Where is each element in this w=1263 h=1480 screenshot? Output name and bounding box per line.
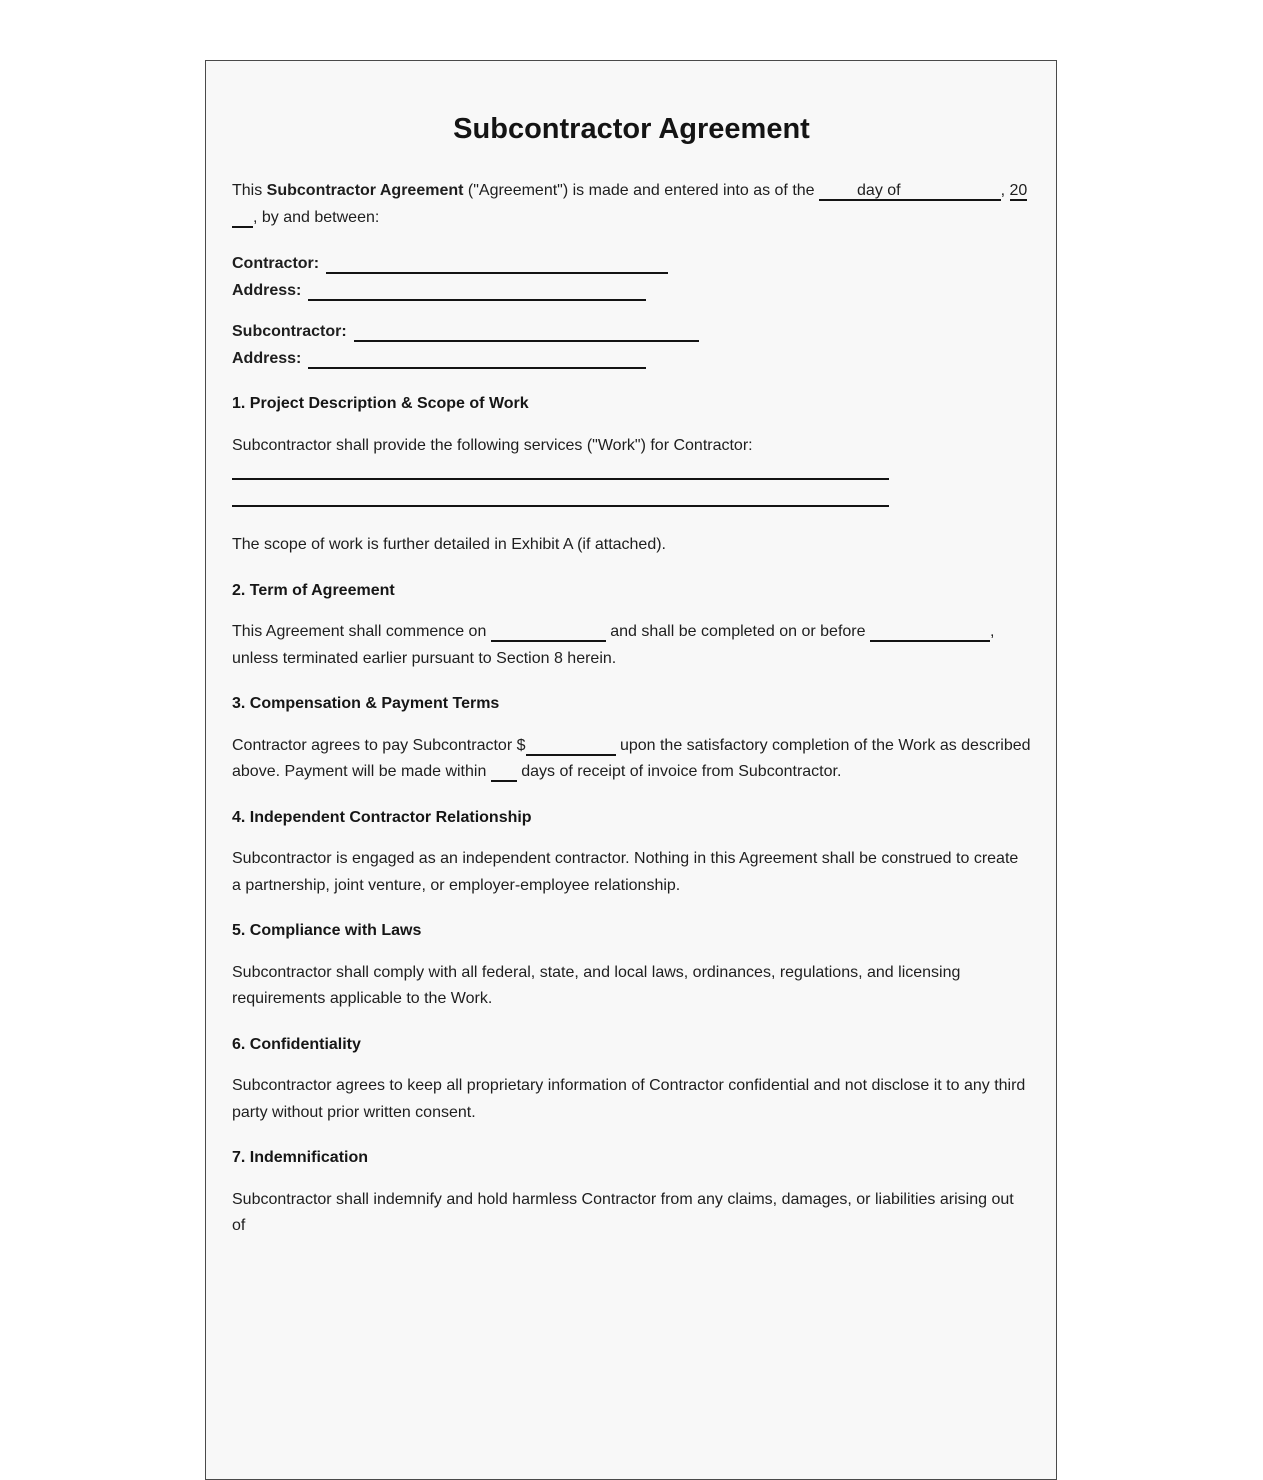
intro-text-4: , by and between: — [253, 208, 380, 226]
section-7-paragraph: Subcontractor shall indemnify and hold harmless Contractor from any claims, damages, or liabilities arising out of — [232, 1190, 1014, 1234]
section-7-heading: 7. Indemnification — [232, 1149, 369, 1166]
blank-commencement-date — [491, 623, 606, 642]
work-description-line-1 — [232, 478, 889, 480]
year-prefix: 20 — [1009, 182, 1028, 199]
compensation-text-1: Contractor agrees to pay Subcontractor $ — [232, 736, 526, 754]
term-text-2: and shall be completed on or before — [605, 623, 870, 640]
intro-paragraph — [232, 178, 1031, 231]
section-2-heading: 2. Term of Agreement — [232, 581, 395, 599]
intro-agreement-name-bold: Subcontractor Agreement — [266, 182, 464, 199]
section-4-paragraph: Subcontractor is engaged as an independent contractor. Nothing in this Agreement shall be construed to create a partnership, joint venture, or employer-employee relationship. — [232, 850, 1019, 894]
document-title: Subcontractor Agreement — [453, 113, 810, 145]
section-4-heading: 4. Independent Contractor Relationship — [232, 808, 532, 826]
date-blank-run — [819, 182, 1001, 201]
blank-subcontractor-name — [354, 323, 699, 342]
section-1-heading: 1. Project Description & Scope of Work — [232, 395, 529, 412]
contractor-party-block — [232, 250, 1031, 304]
section-3-paragraph — [232, 733, 1031, 786]
intro-text-1: This — [232, 182, 267, 199]
contractor-address-label: Address: — [232, 282, 302, 299]
contractor-label: Contractor: — [232, 255, 320, 272]
blank-contractor-name — [326, 255, 668, 274]
blank-contractor-address — [308, 282, 646, 301]
subcontractor-address-label: Address: — [232, 350, 302, 367]
subcontractor-party-block — [232, 318, 1031, 372]
blank-subcontractor-address — [308, 350, 646, 369]
document-page — [205, 60, 1057, 1480]
work-description-line-2 — [232, 505, 889, 507]
intro-text-2: ("Agreement") is made and entered into as of the — [463, 182, 820, 199]
blank-completion-date — [870, 623, 990, 642]
section-1-paragraph: Subcontractor shall provide the following services ("Work") for Contractor: — [232, 436, 753, 454]
subcontractor-label: Subcontractor: — [232, 323, 347, 340]
section-6-heading: 6. Confidentiality — [232, 1035, 361, 1053]
section-1-note: The scope of work is further detailed in Exhibit A (if attached). — [232, 536, 666, 553]
section-5-paragraph: Subcontractor shall comply with all federal, state, and local laws, ordinances, regulations, and licensing requirements applicable to the Work. — [232, 963, 961, 1007]
section-5-heading: 5. Compliance with Laws — [232, 922, 422, 939]
blank-payment-days — [491, 763, 517, 782]
day-of-label: day of — [857, 182, 901, 199]
compensation-text-2: upon the satisfactory completion of the Work as described above. Payment will be made within — [232, 736, 1031, 780]
compensation-text-3: days of receipt of invoice from Subcontractor. — [516, 763, 842, 780]
intro-text-3: , — [1000, 182, 1010, 199]
blank-payment-amount — [526, 737, 616, 756]
section-3-heading: 3. Compensation & Payment Terms — [232, 695, 500, 712]
section-2-paragraph — [232, 619, 1031, 672]
term-text-1: This Agreement shall commence on — [232, 623, 491, 640]
section-6-paragraph: Subcontractor agrees to keep all proprietary information of Contractor confidential and not disclose it to any third party without prior written consent. — [232, 1077, 1026, 1121]
term-text-3: , unless terminated earlier pursuant to Section 8 herein. — [232, 623, 995, 667]
